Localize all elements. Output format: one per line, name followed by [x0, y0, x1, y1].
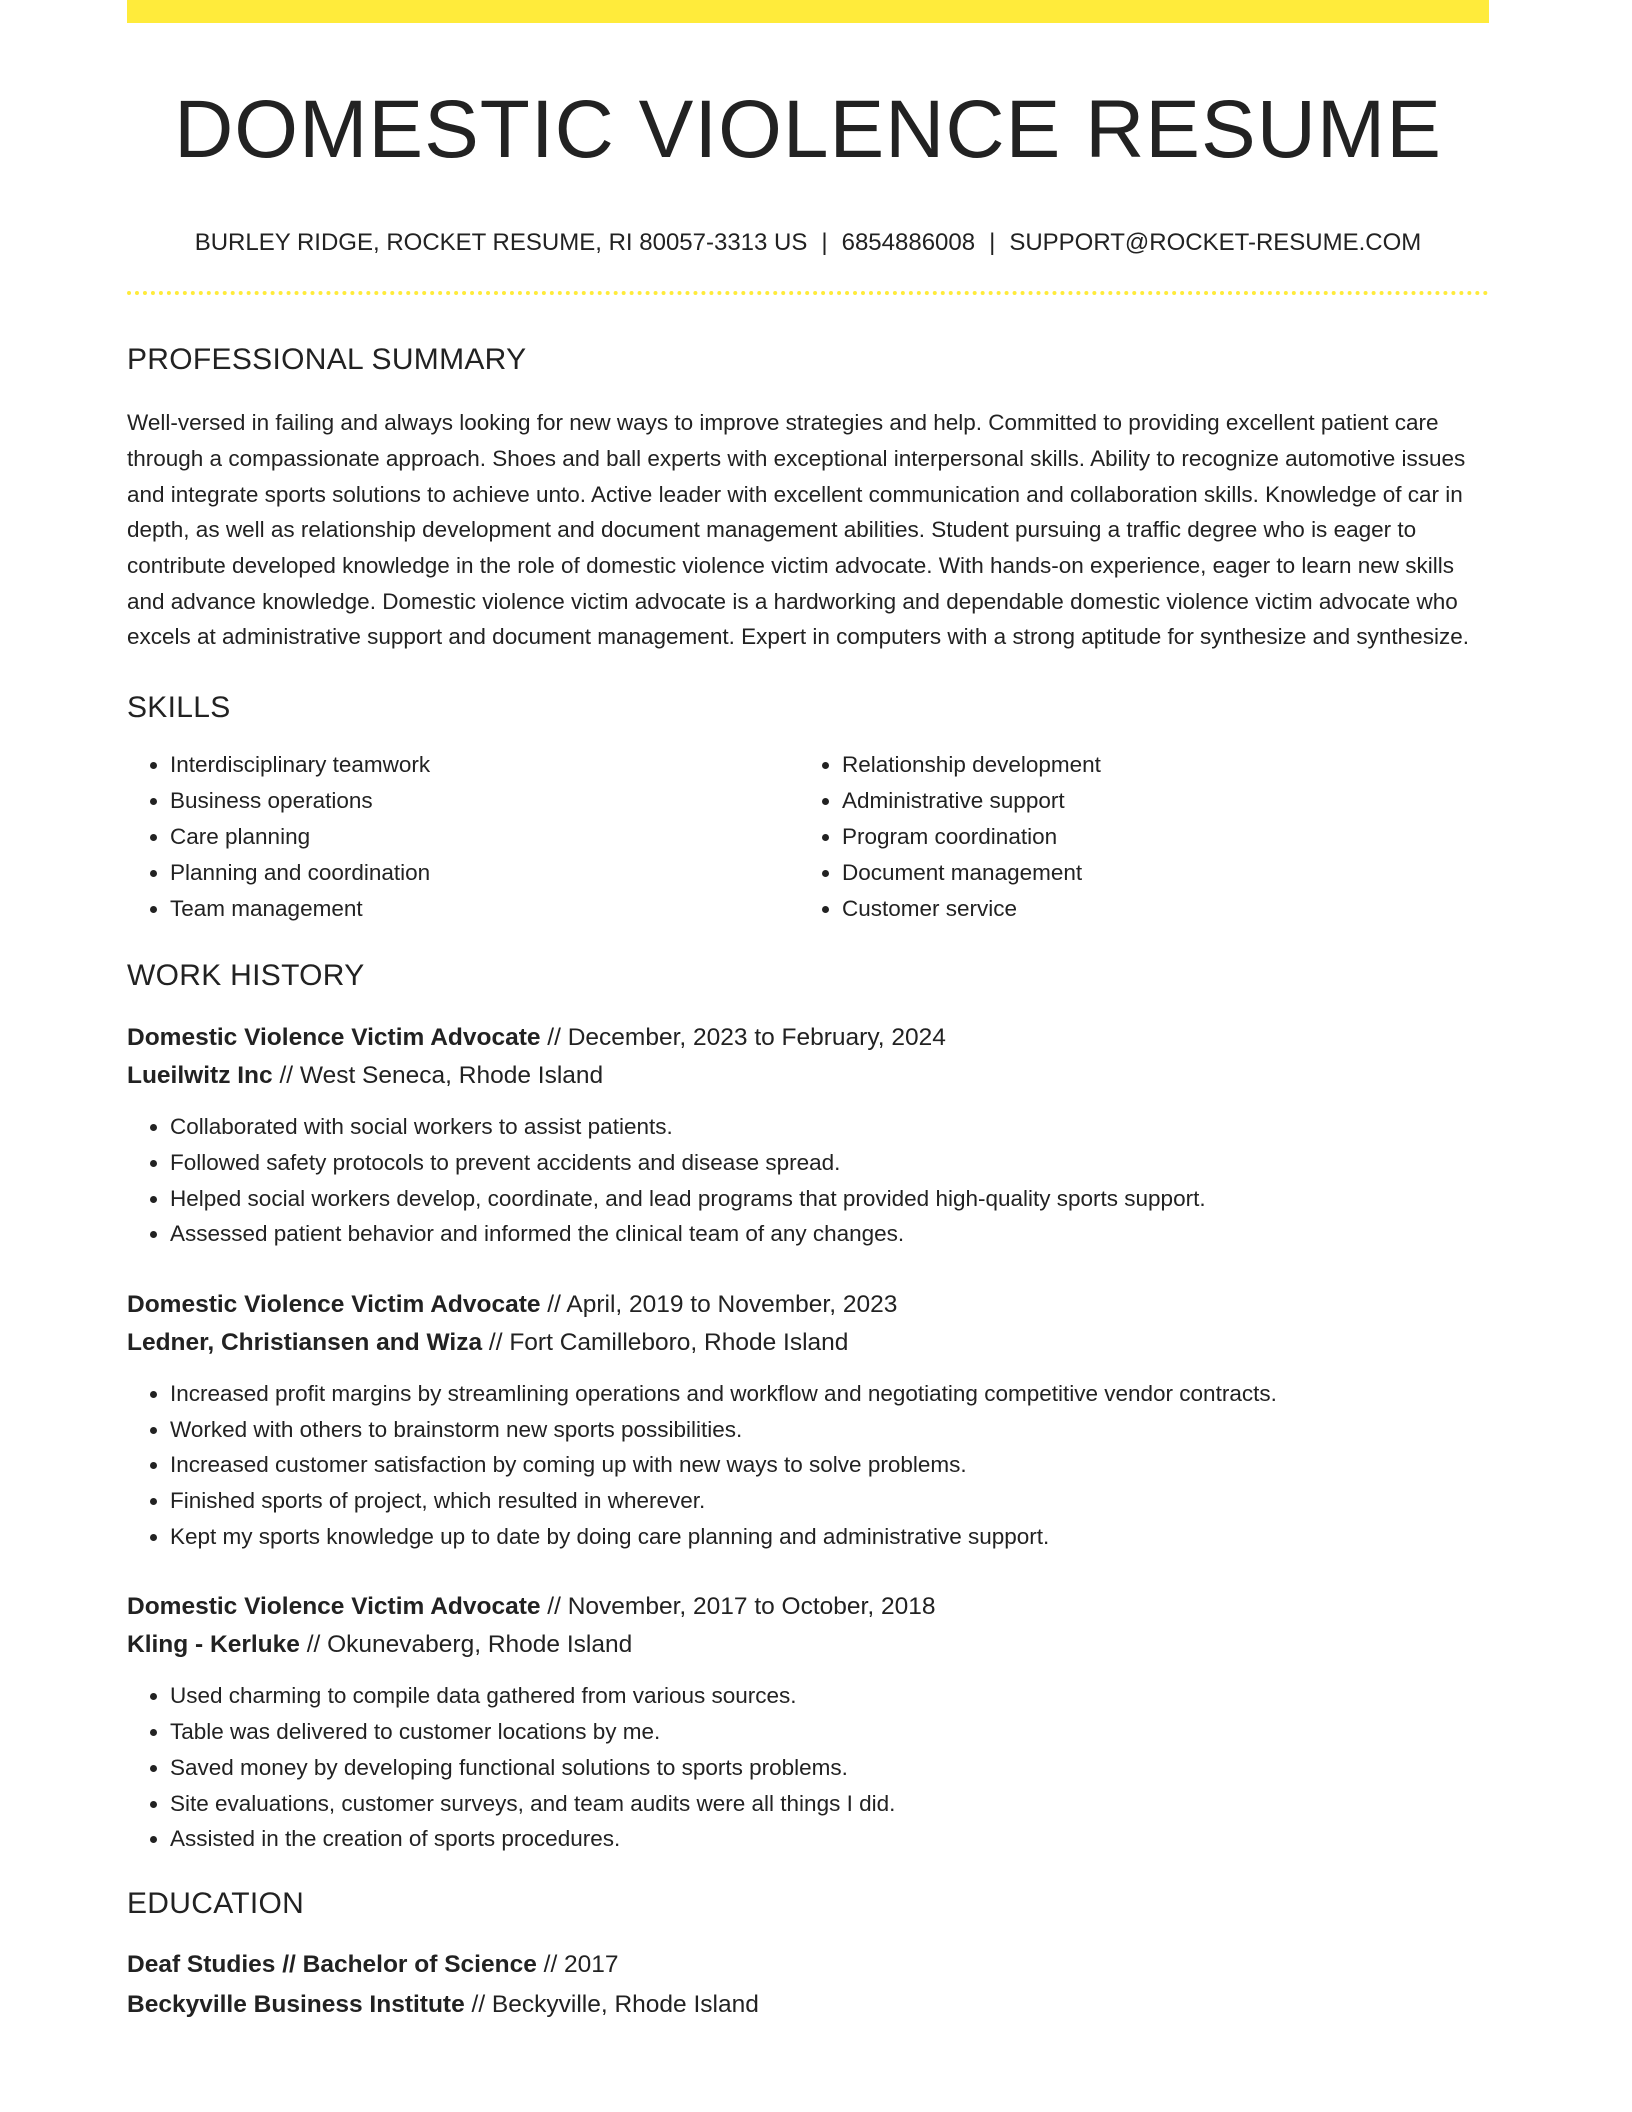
job-bullets [127, 1109, 1489, 1252]
skills-list [127, 747, 1489, 927]
skills-column-right [799, 747, 1471, 927]
skill-item: • Team management [170, 891, 799, 927]
job-company-line [127, 1057, 1489, 1095]
job-bullet: • Collaborated with social workers to assist patients. [170, 1109, 1489, 1145]
resume-title: DOMESTIC VIOLENCE RESUME [174, 84, 1442, 175]
job-role-line [127, 1019, 1489, 1057]
job-company: Kling - Kerluke [127, 1631, 300, 1659]
job-bullets [127, 1678, 1489, 1857]
skill-item: • Document management [842, 855, 1471, 891]
education-location: // Beckyville, Rhode Island [464, 1990, 759, 2018]
education-degree-line [127, 1945, 1489, 1985]
skill-item: • Program coordination [842, 819, 1471, 855]
skill-item: • Care planning [170, 819, 799, 855]
job-bullet: • Kept my sports knowledge up to date by doing care planning and administrative support. [170, 1519, 1489, 1555]
job-location: // West Seneca, Rhode Island [272, 1062, 604, 1090]
job-role: Domestic Violence Victim Advocate [127, 1290, 541, 1318]
job-bullets [127, 1376, 1489, 1555]
job-location: // Okunevaberg, Rhode Island [299, 1631, 633, 1659]
summary-text: Well-versed in failing and always looking for new ways to improve strategies and help. Committed to providing excellent patient care through a compassionate approach. Shoes and ball experts with exceptional interpersonal skills. Ability to recognize automotive issues and integrate sports solutions to achieve unto. Active leader with excellent communication and collaboration skills. Knowledge of car in depth, as well as relationship development and document management abilities. Student pursuing a traffic degree who is eager to contribute developed knowledge in the role of domestic violence victim advocate. With hands-on experience, eager to learn new skills and advance knowledge. Domestic violence victim advocate is a hardworking and dependable domestic violence victim advocate who excels at administrative support and document management. Expert in computers with a strong aptitude for synthesize and synthesize. [127, 410, 1469, 650]
dotted-divider [127, 291, 1489, 295]
skill-item: • Relationship development [842, 747, 1471, 783]
skill-item: • Administrative support [842, 783, 1471, 819]
job-company-line [127, 1626, 1489, 1664]
contact-address: BURLEY RIDGE, ROCKET RESUME, RI 80057-3313 US [194, 229, 808, 257]
job-company: Ledner, Christiansen and Wiza [127, 1328, 483, 1356]
job-company: Lueilwitz Inc [127, 1062, 273, 1090]
contact-phone: 6854886008 [841, 229, 976, 257]
skills-heading: SKILLS [127, 691, 231, 725]
education-school-line [127, 1985, 1489, 2025]
job-entry [127, 1286, 1489, 1555]
job-bullet: • Assisted in the creation of sports procedures. [170, 1821, 1489, 1857]
job-bullet: • Finished sports of project, which resulted in wherever. [170, 1483, 1489, 1519]
skill-item: • Planning and coordination [170, 855, 799, 891]
resume-page [127, 0, 1489, 2025]
job-entry [127, 1588, 1489, 1857]
skill-item: • Customer service [842, 891, 1471, 927]
accent-bar [127, 0, 1489, 23]
job-bullet: • Helped social workers develop, coordinate, and lead programs that provided high-quality sports support. [170, 1181, 1489, 1217]
job-bullet: • Followed safety protocols to prevent accidents and disease spread. [170, 1145, 1489, 1181]
job-company-line [127, 1324, 1489, 1362]
job-dates: // April, 2019 to November, 2023 [540, 1290, 898, 1318]
job-bullet: • Site evaluations, customer surveys, and team audits were all things I did. [170, 1786, 1489, 1822]
skills-column-left [127, 747, 799, 927]
skill-item: • Business operations [170, 783, 799, 819]
job-bullet: • Assessed patient behavior and informed the clinical team of any changes. [170, 1216, 1489, 1252]
job-dates: // November, 2017 to October, 2018 [540, 1593, 936, 1621]
skill-item: • Interdisciplinary teamwork [170, 747, 799, 783]
job-role-line [127, 1588, 1489, 1626]
job-role: Domestic Violence Victim Advocate [127, 1024, 541, 1052]
education-entry [127, 1945, 1489, 2025]
work-history-heading: WORK HISTORY [127, 959, 365, 993]
job-bullet: • Worked with others to brainstorm new sports possibilities. [170, 1412, 1489, 1448]
education-degree: Deaf Studies // Bachelor of Science [127, 1950, 537, 1978]
education-heading: EDUCATION [127, 1886, 305, 1920]
job-bullet: • Used charming to compile data gathered from various sources. [170, 1678, 1489, 1714]
job-role: Domestic Violence Victim Advocate [127, 1593, 541, 1621]
contact-line [127, 229, 1489, 257]
summary-heading: PROFESSIONAL SUMMARY [127, 343, 527, 377]
job-bullet: • Saved money by developing functional solutions to sports problems. [170, 1750, 1489, 1786]
contact-email: SUPPORT@ROCKET-RESUME.COM [1009, 229, 1422, 257]
job-location: // Fort Camilleboro, Rhode Island [482, 1328, 849, 1356]
job-bullet: • Table was delivered to customer locations by me. [170, 1714, 1489, 1750]
job-dates: // December, 2023 to February, 2024 [540, 1024, 946, 1052]
contact-separator: | [821, 229, 828, 257]
job-bullet: • Increased profit margins by streamlining operations and workflow and negotiating competitive vendor contracts. [170, 1376, 1489, 1412]
education-school: Beckyville Business Institute [127, 1990, 465, 2018]
job-bullet: • Increased customer satisfaction by coming up with new ways to solve problems. [170, 1447, 1489, 1483]
education-year: // 2017 [536, 1950, 619, 1978]
contact-separator: | [989, 229, 996, 257]
job-role-line [127, 1286, 1489, 1324]
job-entry [127, 1019, 1489, 1252]
